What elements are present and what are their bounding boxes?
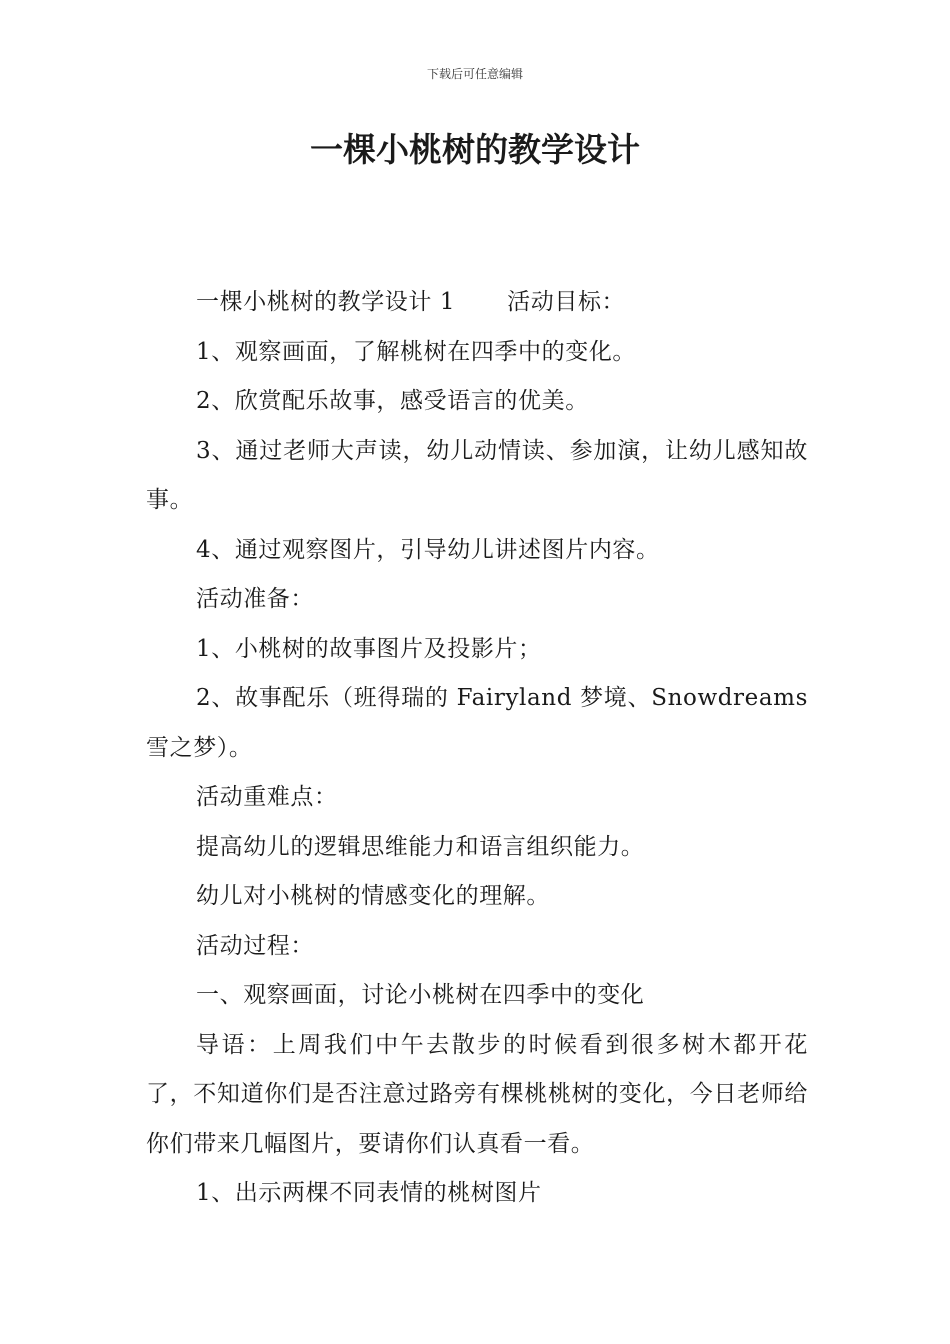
document-title: 一棵小桃树的教学设计 <box>310 130 640 169</box>
section-heading: 一棵小桃树的教学设计 1 <box>196 289 456 315</box>
preparation-item-2: 2、故事配乐（班得瑞的 Fairyland 梦境、Snowdreams 雪之梦）。 <box>146 685 808 761</box>
header-note: 下载后可任意编辑 <box>426 67 523 81</box>
intro-paragraph <box>146 278 808 328</box>
goal-item-4: 4、通过观察图片，引导幼儿讲述图片内容。 <box>196 536 660 563</box>
goal-item-1: 1、观察画面，了解桃树在四季中的变化。 <box>196 338 637 365</box>
key-point-1: 提高幼儿的逻辑思维能力和语言组织能力。 <box>196 833 645 860</box>
process-step-1: 一、观察画面，讨论小桃树在四季中的变化 <box>196 982 645 1008</box>
key-points-label: 活动重难点： <box>196 784 338 810</box>
preparation-label: 活动准备： <box>196 586 314 612</box>
goal-item-3: 3、通过老师大声读，幼儿动情读、参加演，让幼儿感知故事。 <box>146 437 808 513</box>
goals-label: 活动目标： <box>507 289 626 315</box>
key-point-2: 幼儿对小桃树的情感变化的理解。 <box>196 883 550 909</box>
document-body <box>146 278 808 1219</box>
process-substep-1: 1、出示两棵不同表情的桃树图片 <box>196 1180 542 1206</box>
process-intro-paragraph: 导语：上周我们中午去散步的时候看到很多树木都开花了，不知道你们是否注意过路旁有棵桃桃树的变化，今日老师给你们带来几幅图片，要请你们认真看一看。 <box>146 1031 808 1157</box>
preparation-item-1: 1、小桃树的故事图片及投影片； <box>196 635 542 662</box>
goal-item-2: 2、欣赏配乐故事，感受语言的优美。 <box>196 388 589 414</box>
process-label: 活动过程： <box>196 932 314 959</box>
